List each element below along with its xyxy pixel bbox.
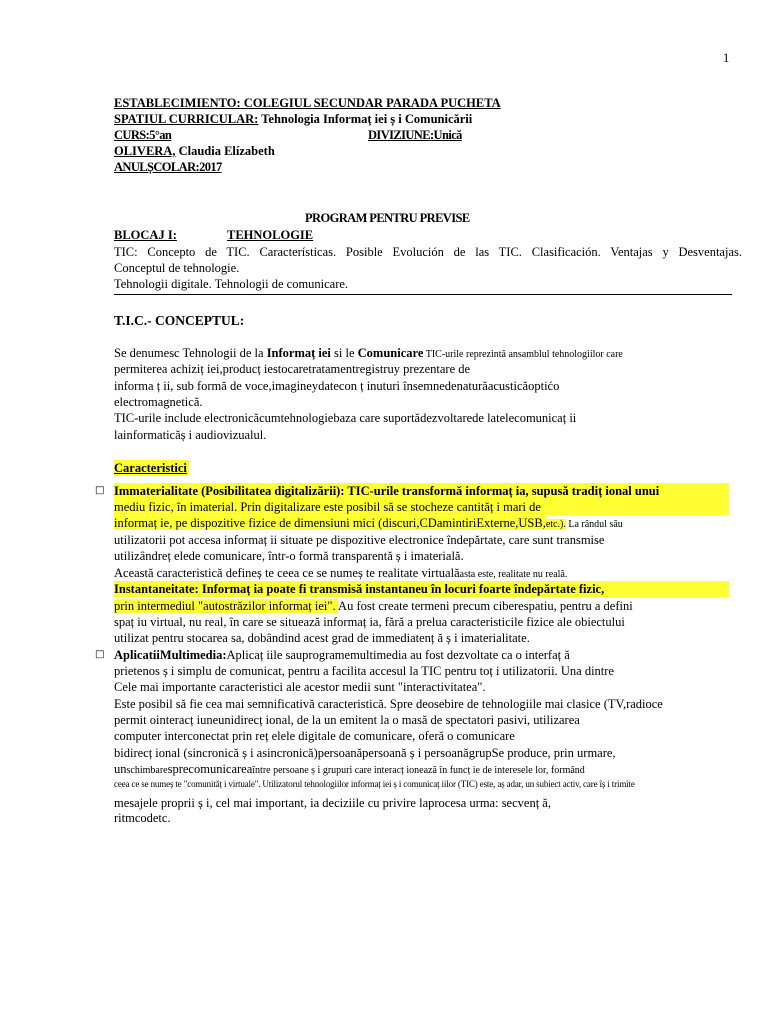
curriculum-label: SPATIUL CURRICULAR: [114, 112, 259, 126]
instantaneity-line-2 [114, 598, 633, 614]
instantaneity-highlight: prin intermediul "autostrăzilor informaț iei". [114, 599, 339, 613]
intro-line-2: Conceptul de tehnologie. [114, 261, 240, 275]
author-label: OLIVERA, [114, 144, 176, 158]
section-divider [114, 294, 732, 295]
multimedia-line-10: mesajele proprii ș i, cel mai important, ia deciziile cu privire laprocesa urma: secvenț ă, [114, 796, 551, 810]
immateriality-highlight-small: etc.). [545, 519, 566, 530]
concept-term-communication: Comunicare [357, 346, 424, 360]
multimedia-term: AplicatiiMultimedia: [114, 648, 227, 662]
concept-line-5: TIC-urile include electronicăcumtehnologiebaza care suportădezvoltarede latelecomunicaț ii [114, 411, 577, 425]
program-title: PROGRAM PENTRU PREVISE [305, 211, 470, 225]
page-number: 1 [723, 51, 730, 65]
characteristics-heading: Caracteristici [114, 461, 187, 475]
multimedia-line-6: computer interconectat prin reț elele digitale de comunicare, oferă o comunicare [114, 729, 515, 743]
multimedia-line-2: prietenos ș i simplu de comunicat, pentru a facilita accesul la TIC pentru toț i utilizatorii. Una dintre [114, 664, 614, 678]
intro-line-1: TIC: Concepto de TIC. Características. Posible Evolución de las TIC. Clasificación. Ventajas y Desventajas. [114, 245, 742, 259]
virtual-reality-tail: asta este, realitate nu reală. [459, 569, 568, 580]
exchange-tail: între persoane ș i grupuri care interacț ionează în funcț ie de interesele lor, formând [252, 765, 585, 776]
instantaneity-tail: Au fost create termeni precum ciberespatiu, pentru a defini [338, 599, 633, 613]
concept-text: Se denumesc Tehnologii de la [114, 346, 267, 360]
multimedia-line-3: Cele mai importante caracteristici ale acestor medii sunt "interactivitatea". [114, 680, 486, 694]
concept-heading: T.I.C.- CONCEPTUL: [114, 313, 245, 328]
immateriality-line-2: mediu fizic, în imaterial. Prin digitalizare este posibil să se stocheze cantităț i mari de [114, 499, 729, 515]
bullet-icon: □ [95, 485, 105, 496]
division-label: DIVIZIUNE:Unică [368, 128, 462, 142]
course-label: CURS:5°an [114, 128, 172, 142]
multimedia-text: Aplicaț iile sauprogramemultimedia au fost dezvoltate ca o interfaț ă [226, 648, 570, 662]
author-name: Claudia Elízabeth [175, 144, 275, 158]
intro-line-3: Tehnologii digitale. Tehnologii de comunicare. [114, 277, 349, 291]
concept-line-4: electromagnetică. [114, 395, 203, 409]
concept-text-small: TIC-urile reprezintă ansamblul tehnologiilor care [423, 349, 623, 360]
school-year: ANULȘCOLAR:2017 [114, 160, 222, 174]
immateriality-line-1: Immaterialitate (Posibilitatea digitalizării): TIC-urile transformă informaț ia, supusă tradiț ional unui [114, 483, 729, 499]
exchange-text: sprecomunicarea [167, 762, 253, 776]
concept-line-3: informa ț ii, sub formă de voce,imagineydatecon ț inuturi însemnedenaturăacusticăoptićo [114, 379, 560, 393]
concept-line-6: lainformaticăș i audiovizualul. [114, 428, 267, 442]
multimedia-line-11: ritmcodetc. [114, 811, 171, 825]
establishment-line: ESTABLECIMIENTO: COLEGIUL SECUNDAR PARADA PUCHETA [114, 96, 501, 110]
immateriality-line-4: utilizatorii pot accesa informaț ii situate pe dispozitive electronice îndepărtate, care sunt transmise [114, 533, 605, 547]
exchange-term: schimbare [126, 765, 168, 776]
immateriality-line-3 [114, 515, 623, 533]
author-line [114, 143, 275, 159]
multimedia-line-1 [114, 647, 570, 663]
immateriality-tail: La rândul său [565, 519, 623, 530]
curriculum-value: Tehnologia Informaț iei ș i Comunicării [258, 112, 473, 126]
instantaneity-line-3: spaț iu virtual, nu real, în care se situează informaț ia, fără a prelua caracteristicile fizice ale obiectului [114, 615, 625, 629]
concept-term-information: Informaț iei [266, 346, 331, 360]
curriculum-line [114, 111, 472, 127]
virtual-reality-text: Această caracteristică defineș te ceea ce se numeș te [114, 566, 379, 580]
concept-line-2: permiterea achiziț iei,producț iestocaretratamentregistruy prezentare de [114, 362, 471, 376]
bullet-icon: □ [95, 649, 105, 660]
block-label: BLOCAJ I: [114, 228, 177, 242]
multimedia-line-4: Este posibil să fie cea mai semnificativă caracteristică. Spre deosebire de tehnologiile mai clasice (TV,radioce [114, 697, 663, 711]
exchange-text: un [114, 762, 127, 776]
immateriality-line-5: utilizândreț elede comunicare, într-o formă transparentă ș i imaterială. [114, 549, 464, 563]
instantaneity-line-1: Instantaneitate: Informaț ia poate fi transmisă instantaneu în locuri foarte îndepărtate fizic, [114, 581, 729, 597]
instantaneity-line-4: utilizat pentru stocarea sa, dobândind acest grad de immediatenț ă ș i imaterialitate. [114, 631, 530, 645]
multimedia-line-7: bidirecț ional (sincronică ș i asincronică)persoanăpersoană ș i persoanăgrupSe produce, prin urmare, [114, 746, 616, 760]
multimedia-line-9: ceea ce se numeș te "comunităț i virtuale". Utilizatorul tehnologiilor informaț iei ș i comunicaț iilor (TIC) este, aș adar, un subiect activ, care îș i trimite [114, 779, 635, 789]
block-value: TEHNOLOGIE [227, 228, 314, 242]
multimedia-line-5: permit ointeracț iuneunidirecț ional, de la un emitent la o masă de spectatori pasivi, utilizarea [114, 713, 580, 727]
immateriality-highlight: informaț ie, pe dispozitive fizice de dimensiuni mici (discuri,CDamintiriExterne,USB, [114, 516, 546, 530]
virtual-reality-term: realitate virtuală [378, 566, 460, 580]
concept-text: si le [330, 346, 358, 360]
